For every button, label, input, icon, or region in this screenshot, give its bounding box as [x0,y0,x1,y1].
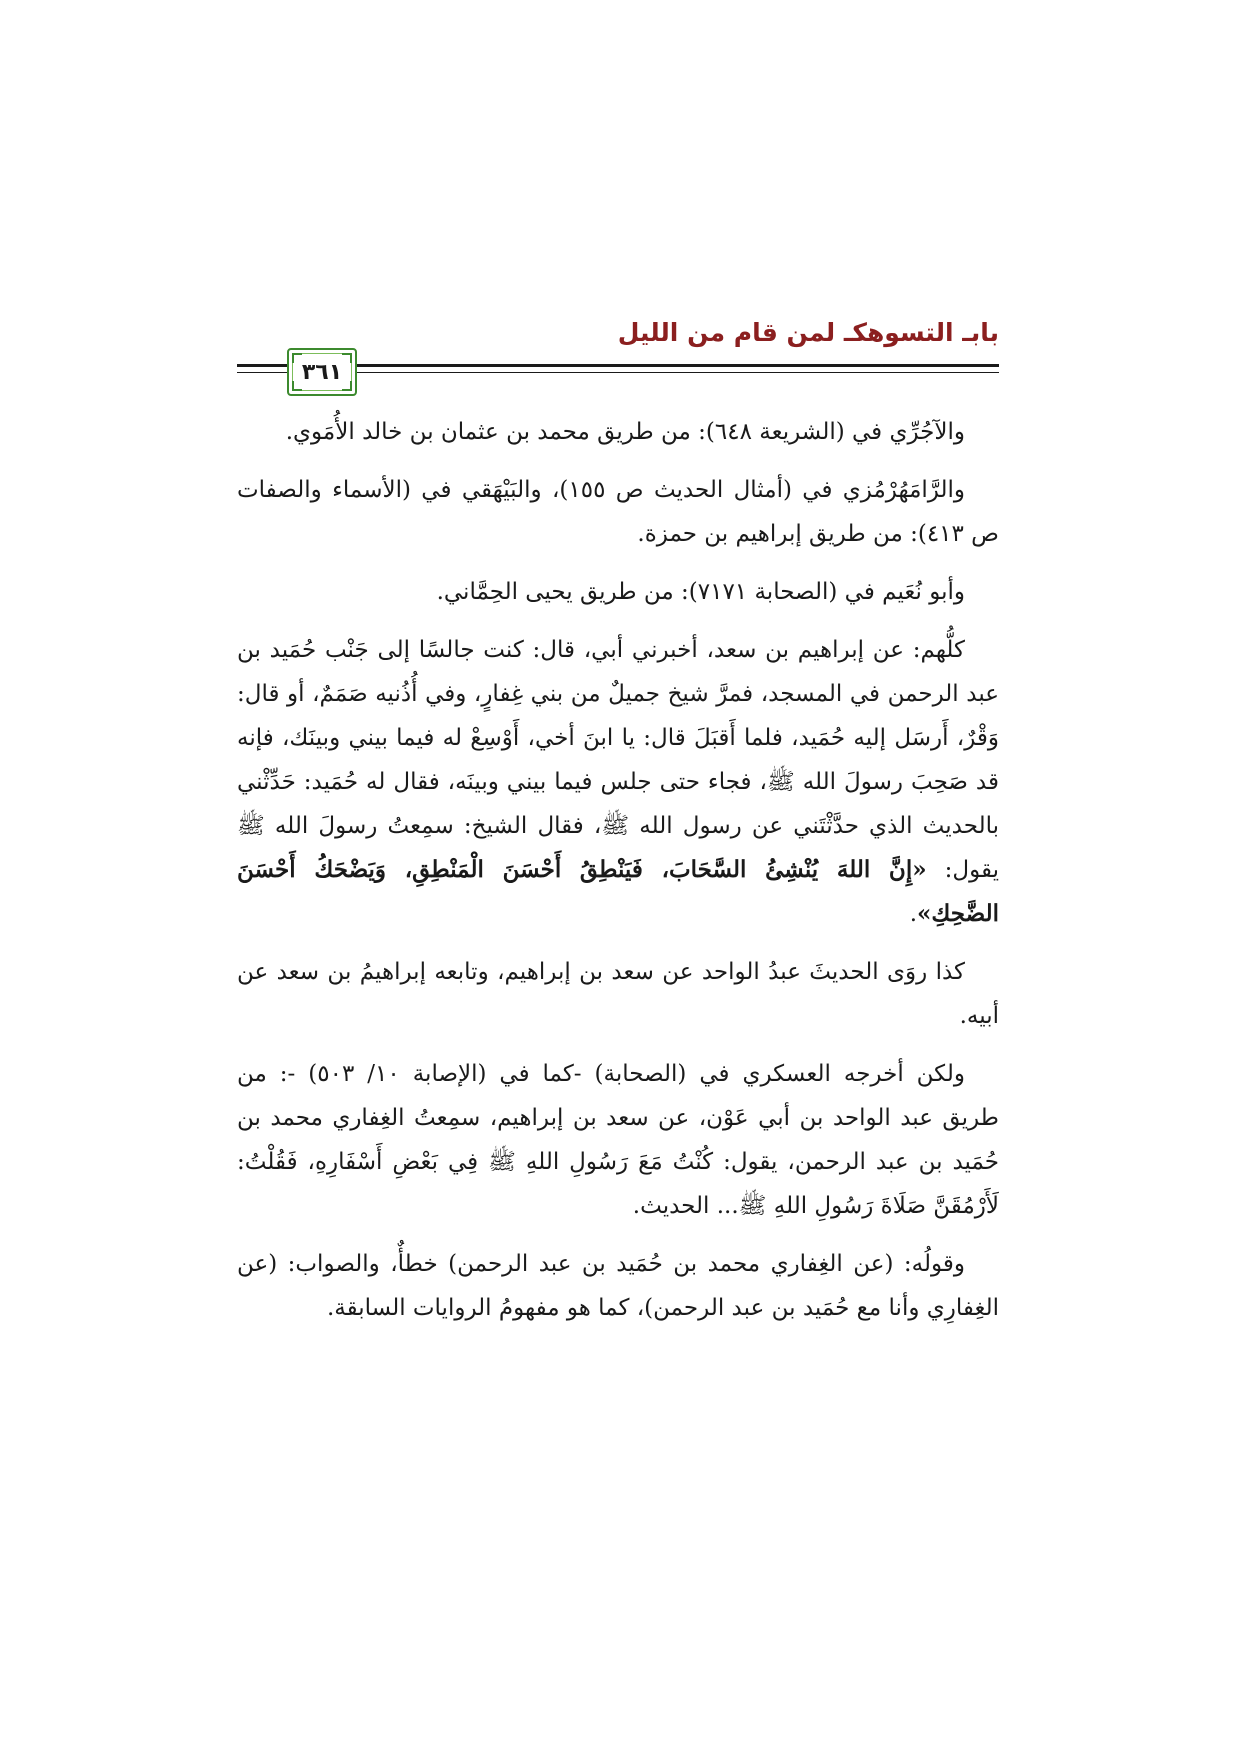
narration-end: . [909,901,918,927]
ornament-corner-icon [292,353,302,363]
paragraph-ramahurmuzi: والرَّامَهُرْمُزي في (أمثال الحديث ص ١٥٥)، والبَيْهَقي في (الأسماء والصفات ص ٤١٣): من طريق إبراهيم بن حمزة. [237,477,999,547]
paragraph-ajurri: والآجُرِّي في (الشريعة ٦٤٨): من طريق محمد بن عثمان بن خالد الأُمَوي. [285,419,965,445]
page-number: ٣٦١ [301,359,343,385]
narration-text: كلُّهم: عن إبراهيم بن سعد، أخبرني أبي، قال: كنت جالسًا إلى جَنْب حُمَيد بن عبد الرحمن في المسجد، فمرَّ شيخ جميلٌ من بني غِفارٍ، وفي أُذُنيه صَمَمٌ، أو قال: وَقْرٌ، أَرسَل إليه حُمَيد، فلما أَقبَلَ قال: يا ابنَ أخي، أَوْسِعْ له فيما بيني وبينَك، فإنه قد صَحِبَ رسولَ الله ﷺ، فجاء حتى جلس فيما بيني وبينَه، فقال له حُمَيد: حَدِّثْني بالحديث الذي حدَّثْتَني عن رسول الله ﷺ، فقال الشيخ: سمِعتُ رسولَ الله ﷺ يقول: [237,637,999,883]
paragraph-hadith-narration [237,628,999,936]
paragraph-correction: وقولُه: (عن الغِفاري محمد بن حُمَيد بن عبد الرحمن) خطأٌ، والصواب: (عن الغِفارِي وأنا مع حُمَيد بن عبد الرحمن)، كما هو مفهومُ الروايات السابقة. [237,1251,999,1321]
paragraph-askari: ولكن أخرجه العسكري في (الصحابة) -كما في (الإصابة ١٠/ ٥٠٣) -: من طريق عبد الواحد بن أبي عَوْن، عن سعد بن إبراهيم، سمِعتُ الغِفاري محمد بن حُمَيد بن عبد الرحمن، يقول: كُنْتُ مَعَ رَسُولِ اللهِ ﷺ فِي بَعْضِ أَسْفَارِهِ، فَقُلْتُ: لَأَرْمُقَنَّ صَلَاةَ رَسُولِ اللهِ ﷺ... الحديث. [237,1061,999,1219]
page-number-badge [287,348,357,396]
ornament-corner-icon [292,381,302,391]
ornament-corner-icon [342,381,352,391]
page-body [237,410,999,1344]
paragraph-abu-nuaym: وأبو نُعَيم في (الصحابة ٧١٧١): من طريق يحيى الحِمَّاني. [436,579,965,605]
page-header [237,318,999,385]
hadith-quote: «إِنَّ اللهَ يُنْشِئُ السَّحَابَ، فَيَنْطِقُ أَحْسَنَ الْمَنْطِقِ، وَيَضْحَكُ أَحْسَنَ الضَّحِكِ» [237,856,999,927]
chapter-title: بابـ التسوهكـ لمن قام من الليل [617,318,999,347]
ornament-corner-icon [342,353,352,363]
paragraph-abdulwahid: كذا روَى الحديثَ عبدُ الواحد عن سعد بن إبراهيم، وتابعه إبراهيمُ بن سعد عن أبيه. [237,959,999,1029]
